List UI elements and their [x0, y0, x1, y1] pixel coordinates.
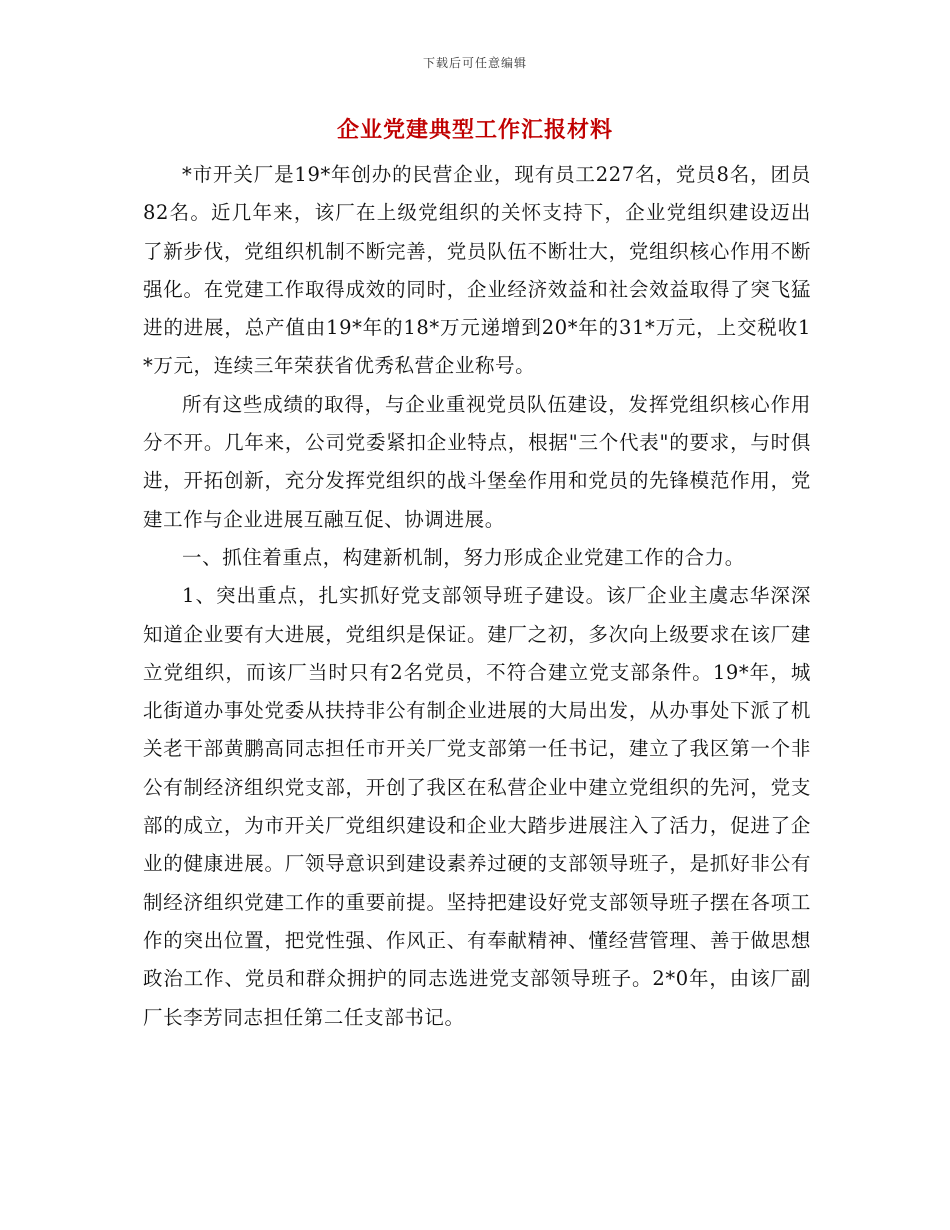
header-note: 下载后可任意编辑 — [422, 56, 527, 70]
section-heading-1: 一、抓住着重点，构建新机制，努力形成企业党建工作的合力。 — [182, 545, 745, 569]
document-title: 企业党建典型工作汇报材料 — [336, 117, 613, 143]
paragraph-subsection-1: 1、突出重点，扎实抓好党支部领导班子建设。该厂企业主虞志华深深知道企业要有大进展，党组织是保证。建厂之初，多次向上级要求在该厂建立党组织，而该厂当时只有2名党员，不符合建立党支部条件。19*年，城北街道办事处党委从扶持非公有制企业进展的大局出发，从办事处下派了机关老干部黄鹏高同志担任市开关厂党支部第一任书记，建立了我区第一个非公有制经济组织党支部，开创了我区在私营企业中建立党组织的先河，党支部的成立，为市开关厂党组织建设和企业大踏步进展注入了活力，促进了企业的健康进展。厂领导意识到建设素养过硬的支部领导班子，是抓好非公有制经济组织党建工作的重要前提。坚持把建设好党支部领导班子摆在各项工作的突出位置，把党性强、作风正、有奉献精神、懂经营管理、善于做思想政治工作、党员和群众拥护的同志选进党支部领导班子。2*0年，由该厂副厂长李芳同志担任第二任支部书记。 — [143, 584, 811, 1029]
document-body — [143, 156, 811, 1037]
paragraph-achievements: 所有这些成绩的取得，与企业重视党员队伍建设，发挥党组织核心作用分不开。几年来，公司党委紧扣企业特点，根据"三个代表"的要求，与时俱进，开拓创新，充分发挥党组织的战斗堡垒作用和党员的先锋模范作用，党建工作与企业进展互融互促、协调进展。 — [143, 392, 811, 531]
paragraph-intro: *市开关厂是19*年创办的民营企业，现有员工227名，党员8名，团员82名。近几年来，该厂在上级党组织的关怀支持下，企业党组织建设迈出了新步伐，党组织机制不断完善，党员队伍不断壮大，党组织核心作用不断强化。在党建工作取得成效的同时，企业经济效益和社会效益取得了突飞猛进的进展，总产值由19*年的18*万元递增到20*年的31*万元，上交税收1*万元，连续三年荣获省优秀私营企业称号。 — [143, 163, 811, 378]
